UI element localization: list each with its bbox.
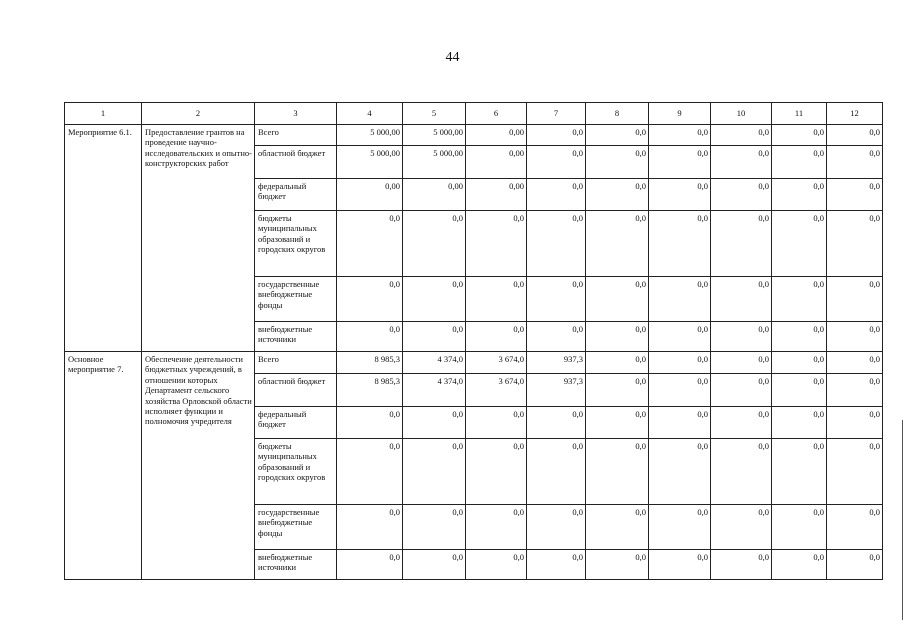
amount-cell: 0,0: [827, 505, 883, 550]
amount-cell: 3 674,0: [466, 374, 527, 407]
amount-cell: 0,0: [403, 505, 466, 550]
amount-cell: 0,0: [527, 407, 586, 439]
amount-cell: 0,0: [772, 125, 827, 146]
amount-cell: 0,0: [337, 439, 403, 505]
amount-cell: 0,0: [649, 322, 711, 352]
amount-cell: 0,0: [711, 505, 772, 550]
header-cell: 11: [772, 103, 827, 125]
measure-description-cell: Предоставление грантов на проведение научно-исследовательских и опытно-конструкторских работ: [142, 125, 255, 352]
amount-cell: 0,0: [586, 125, 649, 146]
funding-source-cell: государственные внебюджетные фонды: [255, 277, 337, 322]
amount-cell: 0,0: [337, 505, 403, 550]
amount-cell: 0,0: [711, 146, 772, 179]
amount-cell: 0,0: [337, 550, 403, 580]
measure-name-cell: Мероприятие 6.1.: [65, 125, 142, 352]
funding-source-cell: государственные внебюджетные фонды: [255, 505, 337, 550]
amount-cell: 0,0: [527, 550, 586, 580]
header-cell: 9: [649, 103, 711, 125]
amount-cell: 0,0: [827, 439, 883, 505]
funding-source-cell: внебюджетные источники: [255, 550, 337, 580]
header-cell: 5: [403, 103, 466, 125]
amount-cell: 0,0: [711, 407, 772, 439]
amount-cell: 937,3: [527, 352, 586, 374]
amount-cell: 8 985,3: [337, 374, 403, 407]
amount-cell: 5 000,00: [403, 146, 466, 179]
amount-cell: 0,0: [772, 505, 827, 550]
amount-cell: 0,0: [772, 322, 827, 352]
amount-cell: 0,0: [772, 179, 827, 211]
amount-cell: 0,0: [586, 211, 649, 277]
amount-cell: 0,0: [649, 277, 711, 322]
amount-cell: 8 985,3: [337, 352, 403, 374]
amount-cell: 0,0: [466, 211, 527, 277]
funding-source-cell: областной бюджет: [255, 374, 337, 407]
header-cell: 10: [711, 103, 772, 125]
amount-cell: 0,0: [586, 277, 649, 322]
amount-cell: 0,00: [466, 179, 527, 211]
header-cell: 3: [255, 103, 337, 125]
amount-cell: 0,0: [711, 322, 772, 352]
amount-cell: 0,0: [649, 374, 711, 407]
amount-cell: 0,0: [466, 277, 527, 322]
amount-cell: 3 674,0: [466, 352, 527, 374]
funding-source-cell: Всего: [255, 125, 337, 146]
amount-cell: 0,0: [466, 407, 527, 439]
amount-cell: 0,0: [466, 322, 527, 352]
amount-cell: 0,0: [649, 211, 711, 277]
amount-cell: 0,0: [772, 352, 827, 374]
funding-source-cell: федеральный бюджет: [255, 407, 337, 439]
amount-cell: 0,0: [711, 277, 772, 322]
amount-cell: 0,0: [586, 374, 649, 407]
amount-cell: 0,0: [827, 125, 883, 146]
amount-cell: 0,0: [527, 125, 586, 146]
amount-cell: 0,0: [403, 407, 466, 439]
funding-source-cell: областной бюджет: [255, 146, 337, 179]
table-row: [65, 125, 883, 146]
amount-cell: 0,0: [649, 505, 711, 550]
amount-cell: 0,0: [772, 550, 827, 580]
amount-cell: 0,0: [527, 211, 586, 277]
amount-cell: 0,0: [586, 146, 649, 179]
amount-cell: 0,0: [827, 550, 883, 580]
amount-cell: 0,0: [649, 407, 711, 439]
scan-edge-mark: [902, 420, 903, 620]
amount-cell: 0,0: [649, 352, 711, 374]
amount-cell: 0,0: [403, 439, 466, 505]
amount-cell: 0,0: [711, 352, 772, 374]
amount-cell: 0,0: [711, 125, 772, 146]
amount-cell: 0,0: [337, 277, 403, 322]
measure-name-cell: Основное мероприятие 7.: [65, 352, 142, 580]
header-cell: 6: [466, 103, 527, 125]
amount-cell: 4 374,0: [403, 352, 466, 374]
amount-cell: 0,0: [772, 374, 827, 407]
amount-cell: 0,0: [586, 550, 649, 580]
funding-source-cell: бюджеты муниципальных образований и городских округов: [255, 211, 337, 277]
amount-cell: 0,0: [711, 439, 772, 505]
amount-cell: 0,00: [403, 179, 466, 211]
amount-cell: 0,00: [337, 179, 403, 211]
amount-cell: 5 000,00: [403, 125, 466, 146]
amount-cell: 0,0: [772, 211, 827, 277]
amount-cell: 0,0: [649, 146, 711, 179]
header-cell: 4: [337, 103, 403, 125]
amount-cell: 0,0: [827, 374, 883, 407]
header-cell: 12: [827, 103, 883, 125]
amount-cell: 0,0: [466, 550, 527, 580]
amount-cell: 0,0: [827, 146, 883, 179]
amount-cell: 0,0: [527, 146, 586, 179]
page-number: 44: [445, 50, 460, 65]
funding-source-cell: бюджеты муниципальных образований и городских округов: [255, 439, 337, 505]
amount-cell: 0,0: [527, 322, 586, 352]
amount-cell: 0,0: [772, 439, 827, 505]
amount-cell: 0,0: [827, 322, 883, 352]
funding-source-cell: внебюджетные источники: [255, 322, 337, 352]
amount-cell: 0,0: [337, 211, 403, 277]
amount-cell: 0,0: [337, 322, 403, 352]
amount-cell: 937,3: [527, 374, 586, 407]
amount-cell: 0,0: [403, 322, 466, 352]
amount-cell: 0,0: [649, 179, 711, 211]
table-row: [65, 352, 883, 374]
amount-cell: 0,0: [586, 439, 649, 505]
amount-cell: 0,0: [403, 211, 466, 277]
amount-cell: 0,0: [772, 407, 827, 439]
amount-cell: 0,00: [466, 146, 527, 179]
amount-cell: 0,0: [586, 505, 649, 550]
amount-cell: 0,0: [772, 146, 827, 179]
amount-cell: 0,0: [527, 277, 586, 322]
header-cell: 1: [65, 103, 142, 125]
amount-cell: 0,0: [466, 439, 527, 505]
funding-source-cell: федеральный бюджет: [255, 179, 337, 211]
header-cell: 7: [527, 103, 586, 125]
header-cell: 8: [586, 103, 649, 125]
amount-cell: 0,0: [403, 277, 466, 322]
amount-cell: 0,0: [772, 277, 827, 322]
amount-cell: 0,0: [586, 179, 649, 211]
amount-cell: 0,0: [649, 439, 711, 505]
amount-cell: 0,0: [466, 505, 527, 550]
amount-cell: 0,0: [649, 550, 711, 580]
amount-cell: 0,0: [337, 407, 403, 439]
header-cell: 2: [142, 103, 255, 125]
amount-cell: 0,0: [586, 407, 649, 439]
amount-cell: 0,0: [827, 352, 883, 374]
amount-cell: 5 000,00: [337, 146, 403, 179]
amount-cell: 4 374,0: [403, 374, 466, 407]
amount-cell: 0,0: [403, 550, 466, 580]
amount-cell: 0,0: [649, 125, 711, 146]
amount-cell: 0,0: [711, 179, 772, 211]
amount-cell: 0,0: [527, 439, 586, 505]
amount-cell: 0,0: [711, 550, 772, 580]
amount-cell: 0,0: [827, 277, 883, 322]
amount-cell: 0,0: [827, 179, 883, 211]
budget-table: [64, 102, 883, 580]
amount-cell: 0,0: [827, 211, 883, 277]
funding-source-cell: Всего: [255, 352, 337, 374]
amount-cell: 0,0: [827, 407, 883, 439]
measure-description-cell: Обеспечение деятельности бюджетных учреждений, в отношении которых Департамент сельского хозяйства Орловской области исполняет функции и полномочия учредителя: [142, 352, 255, 580]
amount-cell: 0,0: [527, 179, 586, 211]
amount-cell: 0,0: [711, 374, 772, 407]
amount-cell: 0,0: [586, 322, 649, 352]
amount-cell: 0,0: [527, 505, 586, 550]
amount-cell: 0,0: [711, 211, 772, 277]
amount-cell: 0,00: [466, 125, 527, 146]
header-row: [65, 103, 883, 125]
amount-cell: 5 000,00: [337, 125, 403, 146]
amount-cell: 0,0: [586, 352, 649, 374]
